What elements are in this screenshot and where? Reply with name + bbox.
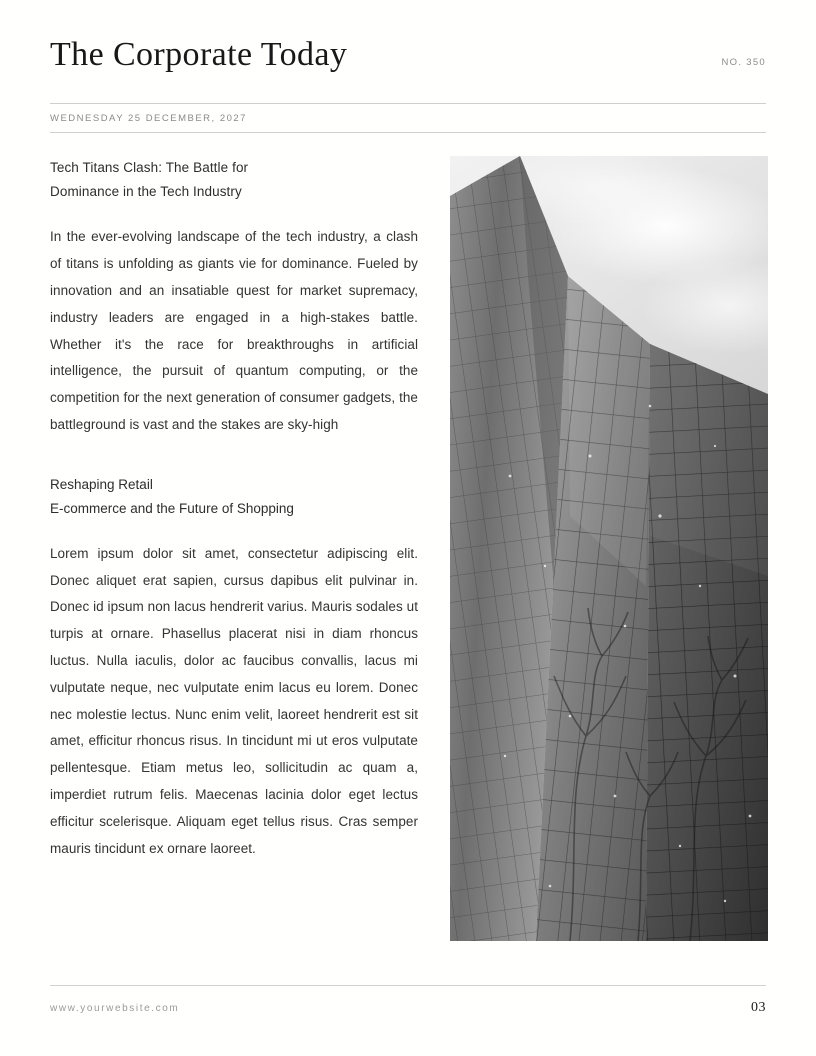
article-one-headline <box>50 156 418 204</box>
text-column <box>50 156 418 941</box>
article-one-headline-line2: Dominance in the Tech Industry <box>50 184 242 200</box>
issue-number: NO. 350 <box>721 57 766 68</box>
article-two-headline-line1: Reshaping Retail <box>50 476 153 492</box>
dateline: WEDNESDAY 25 DECEMBER, 2027 <box>50 113 247 125</box>
page-number: 03 <box>751 1000 766 1015</box>
page-title: The Corporate Today <box>50 36 348 73</box>
image-column <box>450 156 768 941</box>
article-two-headline <box>50 473 418 521</box>
article-two-headline-line2: E-commerce and the Future of Shopping <box>50 500 294 516</box>
footer-divider <box>50 985 766 986</box>
article-one-body: In the ever-evolving landscape of the tech industry, a clash of titans is unfolding as giants vie for dominance. Fueled by innovation and an insatiable quest for market supremacy, industry leaders are engaged in a high-stakes battle. Whether it's the race for breakthroughs in artificial intelligence, the pursuit of quantum computing, or the competition for the next generation of consumer gadgets, the battleground is vast and the stakes are sky-high <box>50 229 418 432</box>
website-url[interactable]: www.yourwebsite.com <box>50 1003 180 1014</box>
glass-skyscraper-photo <box>450 156 768 941</box>
masthead <box>50 0 766 73</box>
footer <box>50 985 766 1016</box>
footer-row <box>50 1000 766 1016</box>
article-two-body: Lorem ipsum dolor sit amet, consectetur adipiscing elit. Donec aliquet erat sapien, cursus dapibus elit pulvinar in. Donec id ipsum non lacus hendrerit varius. Mauris sodales ut turpis at ornare. Phasellus placerat nisi in diam rhoncus luctus. Nulla iaculis, dolor ac faucibus convallis, lacus mi vulputate neque, nec vulputate enim lacus eu lorem. Donec nec molestie lectus. Nunc enim velit, laoreet hendrerit est sit amet, efficitur rhoncus risus. In tincidunt mi ut eros vulputate pellentesque. Etiam metus leo, sollicitudin ac quam a, imperdiet rutrum felis. Maecenas lacinia dolor eget lectus efficitur scelerisque. Aliquam eget tellus risus. Cras semper mauris tincidunt ex ornare laoreet. <box>50 545 418 856</box>
dateline-row <box>50 104 766 132</box>
article-one-headline-line1: Tech Titans Clash: The Battle for <box>50 160 249 176</box>
dateline-divider <box>50 132 766 133</box>
content-area <box>50 156 766 941</box>
